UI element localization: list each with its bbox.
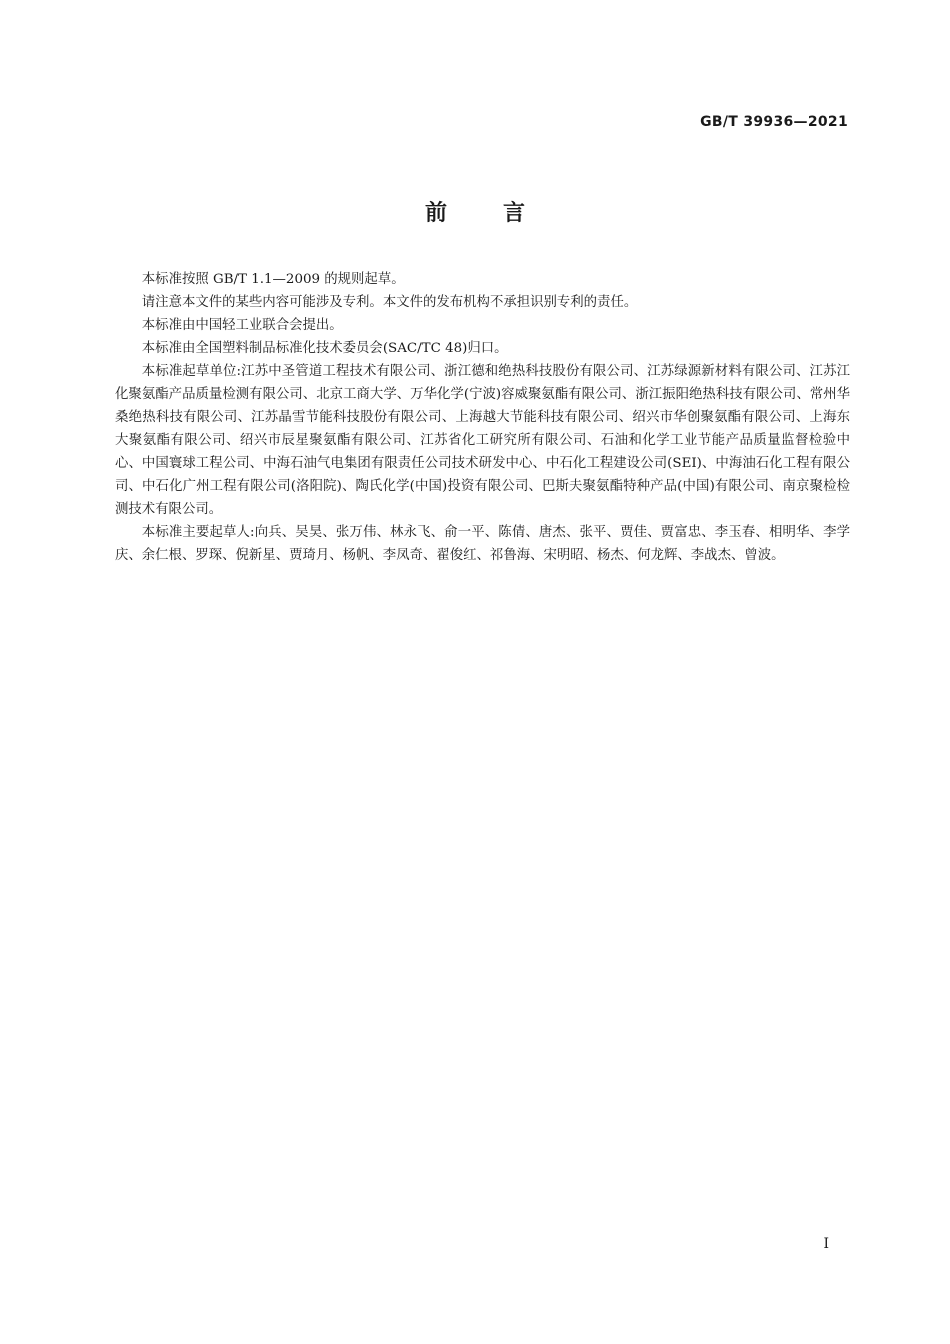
standard-number: GB/T 39936—2021 [700, 114, 848, 130]
page-title: 前言 [424, 201, 581, 226]
paragraph-proposer: 本标准由中国轻工业联合会提出。 [141, 318, 343, 333]
page-number: I [823, 1236, 829, 1252]
paragraph-centralized-unit: 本标准由全国塑料制品标准化技术委员会(SAC/TC 48)归口。 [141, 341, 508, 356]
foreword-body [115, 268, 850, 567]
paragraph-drafting-units: 本标准起草单位:江苏中圣管道工程技术有限公司、浙江德和绝热科技股份有限公司、江苏绿源新材料有限公司、江苏江化聚氨酯产品质量检测有限公司、北京工商大学、万华化学(宁波)容威聚氨酯有限公司、浙江振阳绝热科技有限公司、常州华桑绝热科技有限公司、江苏晶雪节能科技股份有限公司、上海越大节能科技有限公司、绍兴市华创聚氨酯有限公司、上海东大聚氨酯有限公司、绍兴市辰星聚氨酯有限公司、江苏省化工研究所有限公司、石油和化学工业节能产品质量监督检验中心、中国寰球工程公司、中海石油气电集团有限责任公司技术研发中心、中石化工程建设公司(SEI)、中海油石化工程有限公司、中石化广州工程有限公司(洛阳院)、陶氏化学(中国)投资有限公司、巴斯夫聚氨酯特种产品(中国)有限公司、南京聚检检测技术有限公司。 [115, 364, 850, 517]
paragraph-drafting-rules: 本标准按照 GB/T 1.1—2009 的规则起草。 [141, 272, 405, 287]
paragraph-drafters: 本标准主要起草人:向兵、吴昊、张万伟、林永飞、俞一平、陈倩、唐杰、张平、贾佳、贾富忠、李玉春、相明华、李学庆、余仁根、罗琛、倪新星、贾琦月、杨帆、李凤奇、翟俊红、祁鲁海、宋明昭、杨杰、何龙辉、李战杰、曾波。 [115, 525, 850, 563]
paragraph-patent-notice: 请注意本文件的某些内容可能涉及专利。本文件的发布机构不承担识别专利的责任。 [141, 295, 638, 310]
